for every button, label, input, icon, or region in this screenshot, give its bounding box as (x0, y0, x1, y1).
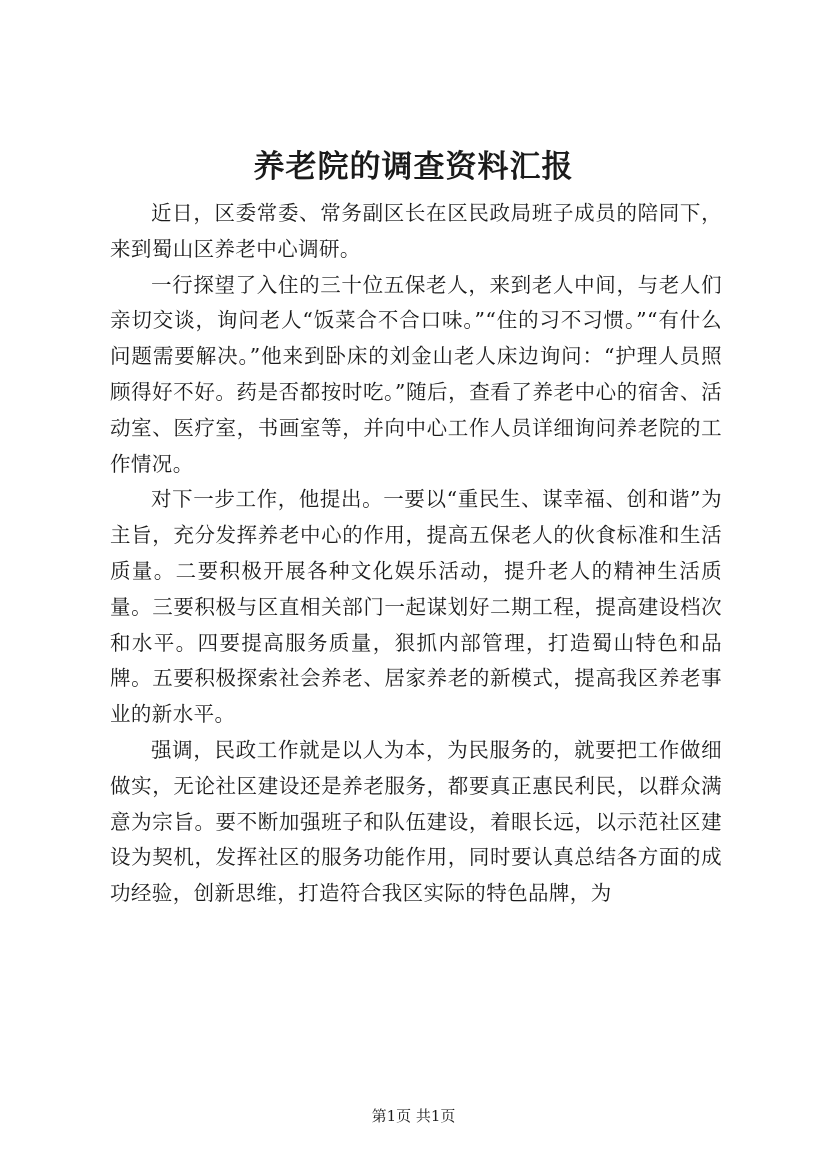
paragraph-2: 一行探望了入住的三十位五保老人，来到老人中间，与老人们亲切交谈，询问老人“饭菜合不合口味。”“住的习不习惯。”“有什么问题需要解决。”他来到卧床的刘金山老人床边询问：“护理人员照顾得好不好。药是否都按时吃。”随后，查看了养老中心的宿舍、活动室、医疗室，书画室等，并向中心工作人员详细询问养老院的工作情况。 (110, 272, 722, 476)
paragraph-3: 对下一步工作，他提出。一要以“重民生、谋幸福、创和谐”为主旨，充分发挥养老中心的作用，提高五保老人的伙食标准和生活质量。二要积极开展各种文化娱乐活动，提升老人的精神生活质量。三要积极与区直相关部门一起谋划好二期工程，提高建设档次和水平。四要提高服务质量，狠抓内部管理，打造蜀山特色和品牌。五要积极探索社会养老、居家养老的新模式，提高我区养老事业的新水平。 (110, 487, 722, 727)
page-number-footer: 第1页 共1页 (371, 1107, 456, 1125)
document-title: 养老院的调查资料汇报 (253, 149, 574, 185)
paragraph-4: 强调，民政工作就是以人为本，为民服务的，就要把工作做细做实，无论社区建设还是养老服务，都要真正惠民利民，以群众满意为宗旨。要不断加强班子和队伍建设，着眼长远，以示范社区建设为契机，发挥社区的服务功能作用，同时要认真总结各方面的成功经验，创新思维，打造符合我区实际的特色品牌，为 (110, 737, 722, 906)
document-body (110, 196, 722, 912)
paragraph-1: 近日，区委常委、常务副区长在区民政局班子成员的陪同下，来到蜀山区养老中心调研。 (110, 201, 722, 261)
